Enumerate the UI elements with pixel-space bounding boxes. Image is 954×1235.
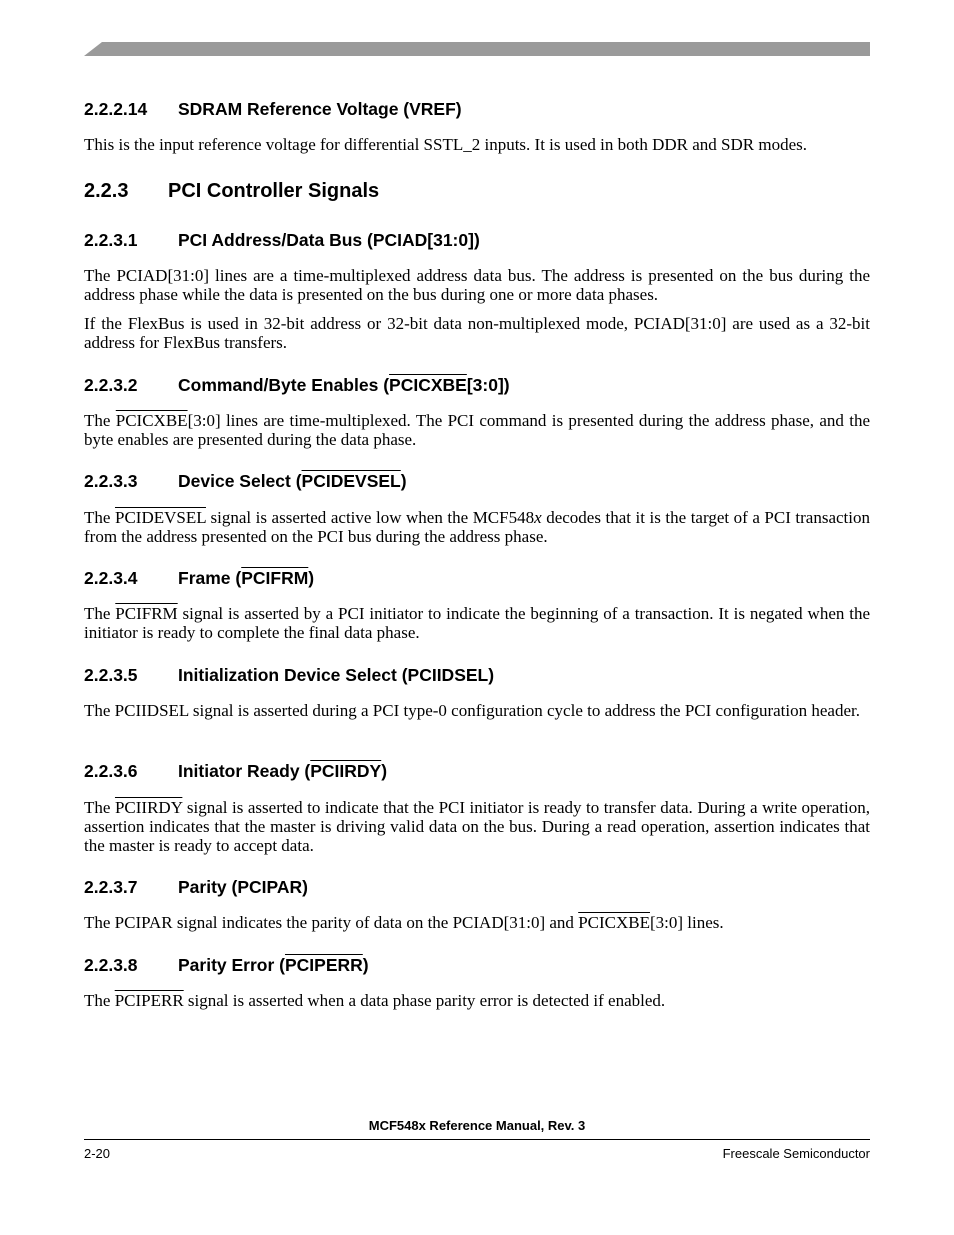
text: decodes that it is the target of a PCI transaction from the address presented on the PCI bus during the address phase. [84,508,871,546]
heading-number: 2.2.3.3 [84,471,138,491]
heading-pci-controller-signals [84,180,379,203]
heading-title-pre: Command/Byte Enables ( [178,375,390,395]
footer-company: Freescale Semiconductor [722,1146,870,1161]
paragraph-pciad-1: The PCIAD[31:0] lines are a time-multiplexed address data bus. The address is presented on the bus during the address phase while the data is presented on the bus during one or more data phases. [84,266,870,304]
text: [3:0] lines are time-multiplexed. The PCI command is presented during the address phase, and the byte enables are presented during the data phase. [84,411,870,449]
footer-page-number: 2-20 [84,1146,111,1161]
heading-title: Initialization Device Select (PCIIDSEL) [178,665,495,685]
heading-title-post: ) [381,761,388,781]
signal-name-overline: PCIPERR [284,955,363,975]
text-italic: x [534,508,542,527]
signal-name-overline: PCIDEVSEL [301,471,401,491]
paragraph-irdy [84,798,870,855]
paragraph-perr [84,991,870,1010]
heading-number: 2.2.3 [84,180,129,202]
heading-number: 2.2.3.7 [84,877,138,897]
paragraph-devsel [84,508,870,546]
heading-number: 2.2.3.1 [84,230,138,250]
text: [3:0] lines. [649,913,724,932]
heading-title-post: ) [308,568,315,588]
heading-cbe [84,375,510,396]
heading-par [84,877,308,898]
signal-name-overline: PCICXBE [389,375,467,395]
heading-number: 2.2.2.14 [84,99,148,119]
heading-pciad [84,230,480,251]
heading-number: 2.2.3.5 [84,665,138,685]
heading-title: PCI Address/Data Bus (PCIAD[31:0]) [178,230,480,250]
heading-idsel [84,665,494,686]
signal-name-overline: PCIIRDY [114,798,183,817]
heading-number: 2.2.3.2 [84,375,138,395]
footer-divider [84,1139,870,1140]
heading-title: Parity (PCIPAR) [178,877,308,897]
text: signal is asserted to indicate that the PCI initiator is ready to transfer data. During a write operation, assertion indicates that the master is driving valid data on the bus. During a read operation, assertion indicates that the master is ready to accept data. [84,798,871,855]
signal-name-overline: PCICXBE [578,913,650,932]
heading-title-pre: Device Select ( [178,471,302,491]
signal-name-overline: PCIIRDY [310,761,382,781]
footer-manual-title: MCF548x Reference Manual, Rev. 3 [368,1118,586,1133]
heading-vref [84,99,462,120]
text: The [84,798,115,817]
text: signal is asserted active low when the MCF548 [205,508,535,527]
heading-irdy [84,761,387,782]
paragraph-par [84,913,870,932]
heading-title-post: [3:0]) [466,375,510,395]
signal-name-overline: PCIFRM [115,604,178,623]
heading-title: PCI Controller Signals [168,180,380,202]
paragraph-frame [84,604,870,642]
heading-number: 2.2.3.6 [84,761,138,781]
heading-number: 2.2.3.8 [84,955,138,975]
text: signal is asserted when a data phase parity error is detected if enabled. [183,991,666,1010]
text: The PCIPAR signal indicates the parity of data on the PCIAD[31:0] and [84,913,579,932]
signal-name-overline: PCIDEVSEL [114,508,206,527]
paragraph-vref: This is the input reference voltage for differential SSTL_2 inputs. It is used in both DDR and SDR modes. [84,135,808,154]
signal-name-overline: PCIFRM [241,568,309,588]
heading-number: 2.2.3.4 [84,568,138,588]
heading-title-post: ) [362,955,369,975]
paragraph-cbe [84,411,870,449]
heading-title: SDRAM Reference Voltage (VREF) [178,99,462,119]
paragraph-pciad-2: If the FlexBus is used in 32-bit address or 32-bit data non-multiplexed mode, PCIAD[31:0] are used as a 32-bit address for FlexBus transfers. [84,314,870,352]
heading-frame [84,568,314,589]
heading-perr [84,955,369,976]
paragraph-idsel: The PCIIDSEL signal is asserted during a PCI type-0 configuration cycle to address the PCI configuration header. [84,701,860,720]
signal-name-overline: PCIPERR [114,991,184,1010]
text: The [84,991,115,1010]
heading-devsel [84,471,407,492]
header-banner-shape [84,42,870,56]
heading-title-pre: Initiator Ready ( [178,761,311,781]
text: The [84,508,115,527]
text: The [84,604,116,623]
heading-title-post: ) [400,471,407,491]
header-banner [84,42,870,56]
text: The [84,411,116,430]
heading-title-pre: Parity Error ( [178,955,285,975]
signal-name-overline: PCICXBE [115,411,188,430]
text: signal is asserted by a PCI initiator to indicate the beginning of a transaction. It is negated when the initiator is ready to complete the final data phase. [84,604,870,642]
heading-title-pre: Frame ( [178,568,242,588]
